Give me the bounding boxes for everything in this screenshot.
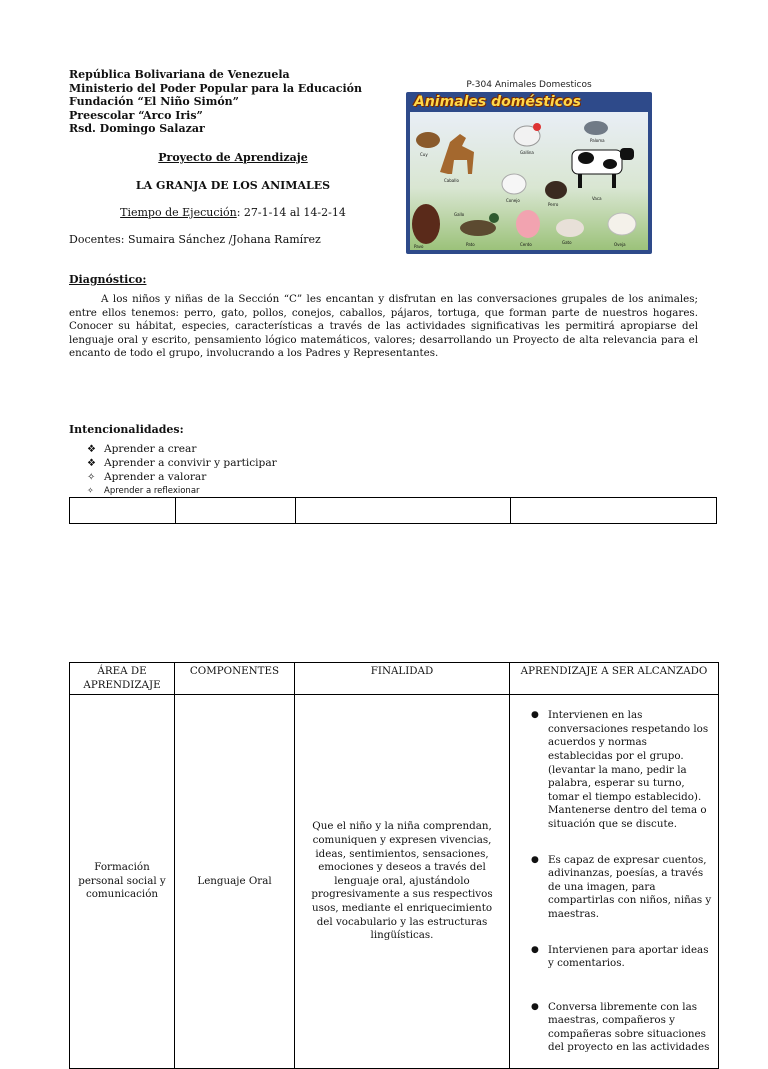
intention-text: Aprender a convivir y participar: [104, 456, 277, 469]
poster-label: Pavo: [414, 244, 424, 249]
header-line: Preescolar “Arco Iris”: [69, 108, 203, 122]
table-row: [70, 695, 719, 1069]
header-line: Fundación “El Niño Simón”: [69, 95, 240, 109]
poster-label: Gato: [562, 240, 572, 245]
cat-icon: [556, 219, 584, 237]
intention-text: Aprender a valorar: [104, 470, 207, 483]
diagnosis-text: A los niños y niñas de la Sección “C” les encantan y disfrutan en las conversaciones grupales de los animales; entre ellos tenemos: perro, gato, pollos, conejos, caballos, pájaros, tortuga, que forman parte de nuestros hogares. Conocer su hábitat, especies, características a través de las actividades significativas les permitirá apropiarse del lenguaje oral y escrito, pensamiento lógico matemáticos, valores; desarrollando un Proyecto de alta relevancia para el encanto de todo el grupo, involucrando a los Padres y Representantes.: [69, 293, 698, 360]
learning-text: Intervienen en las conversaciones respetando los acuerdos y normas establecidas por el grupo.(levantar la mano, pedir la palabra, esperar su turno, tomar el tiempo establecido). Mantenerse dentro del tema o situación que se discute.: [548, 709, 709, 830]
learning-list: [516, 697, 712, 1055]
intentions-list: [87, 443, 277, 499]
duck-icon: [460, 220, 496, 236]
poster-banner: Animales domésticos: [414, 94, 581, 110]
cell-purpose: Que el niño y la niña comprendan, comuniquen y expresen vivencias, ideas, sentimientos, sensaciones, emociones y deseos a través del lenguaje oral, ajustándolo progresivamente a sus respectivos usos, mediante el enriquecimiento del vocabulario y las estructuras lingüísticas.: [295, 695, 510, 1069]
table-divider: [295, 498, 296, 523]
poster-label: Oveja: [614, 242, 626, 247]
learning-text: Es capaz de expresar cuentos, adivinanzas, poesías, a través de una imagen, para compartirlas con niños, niñas y maestras.: [548, 853, 712, 920]
table-divider: [175, 498, 176, 523]
list-item: [516, 1001, 712, 1055]
poster-label: Gallina: [520, 150, 534, 155]
pig-icon: [516, 210, 540, 238]
execution-time-label: Tiempo de Ejecución: [120, 206, 237, 219]
header-components: COMPONENTES: [175, 663, 295, 695]
intention-text: Aprender a crear: [104, 443, 197, 455]
execution-time-value: : 27-1-14 al 14-2-14: [236, 206, 346, 219]
list-item: [87, 443, 277, 457]
header-area: ÁREA DE APRENDIZAJE: [70, 663, 175, 695]
table-header-row: [70, 663, 719, 695]
intention-text: Aprender a reflexionar: [104, 486, 200, 497]
cow-icon: [572, 148, 634, 188]
bullet-icon: ●: [531, 1001, 539, 1012]
poster-label: Caballo: [444, 178, 459, 183]
diamond-bullet-icon: ❖: [87, 444, 96, 455]
header-learning: APRENDIZAJE A SER ALCANZADO: [510, 663, 719, 695]
poster-label: Gallo: [454, 212, 465, 217]
poster-label: Cuy: [420, 152, 428, 157]
diamond-bullet-icon: ❖: [87, 457, 96, 469]
bullet-icon: ●: [531, 854, 539, 865]
project-name: LA GRANJA DE LOS ANIMALES: [135, 179, 331, 192]
pigeon-icon: [584, 121, 608, 135]
table-divider: [510, 498, 511, 523]
poster-label: Cerdo: [520, 242, 532, 247]
poster-label: Perro: [548, 202, 559, 207]
diagnosis-heading: Diagnóstico:: [69, 273, 147, 286]
poster-frame: [406, 92, 652, 254]
diamond-bullet-icon: ✧: [87, 471, 96, 483]
header-line: Rsd. Domingo Salazar: [69, 122, 205, 136]
header-line: Ministerio del Poder Popular para la Educación: [69, 81, 363, 95]
header-purpose: FINALIDAD: [295, 663, 510, 695]
diamond-bullet-icon: ✧: [87, 486, 94, 496]
poster-label: Paloma: [590, 138, 605, 143]
list-item: [87, 471, 277, 485]
project-heading: Proyecto de Aprendizaje: [158, 151, 308, 164]
guinea-pig-icon: [416, 132, 440, 148]
teachers-line: Docentes: Sumaira Sánchez /Johana Ramírez: [69, 233, 321, 246]
poster-label: Pato: [466, 242, 475, 247]
learning-text: Intervienen para aportar ideas y comentarios.: [548, 943, 709, 970]
cell-learning: [510, 695, 719, 1069]
sheep-icon: [608, 213, 636, 235]
list-item: [516, 854, 712, 922]
poster-label: Vaca: [592, 196, 602, 201]
poster-caption: P-304 Animales Domesticos: [466, 80, 592, 90]
intentions-heading: Intencionalidades:: [69, 423, 184, 436]
animals-poster-image: [406, 80, 652, 255]
poster-label: Conejo: [506, 198, 520, 203]
dog-icon: [545, 181, 567, 199]
list-item: [516, 944, 712, 971]
cell-component: Lenguaje Oral: [175, 695, 295, 1069]
header-line: República Bolivariana de Venezuela: [69, 68, 290, 81]
diagnosis-paragraph: [69, 293, 698, 361]
list-item: [87, 457, 277, 471]
institution-header: [69, 68, 362, 136]
learning-text: Conversa libremente con las maestras, compañeros y compañeras sobre situaciones del proyecto en las actividades: [548, 1000, 710, 1054]
hen-comb: [533, 123, 541, 131]
bullet-icon: ●: [531, 710, 539, 721]
empty-table-row: [69, 497, 717, 524]
rabbit-icon: [502, 174, 526, 194]
bullet-icon: ●: [531, 944, 539, 955]
cell-area: Formación personal social y comunicación: [70, 695, 175, 1069]
execution-time: [0, 206, 466, 219]
learning-table: [69, 662, 719, 1069]
list-item: [516, 709, 712, 831]
